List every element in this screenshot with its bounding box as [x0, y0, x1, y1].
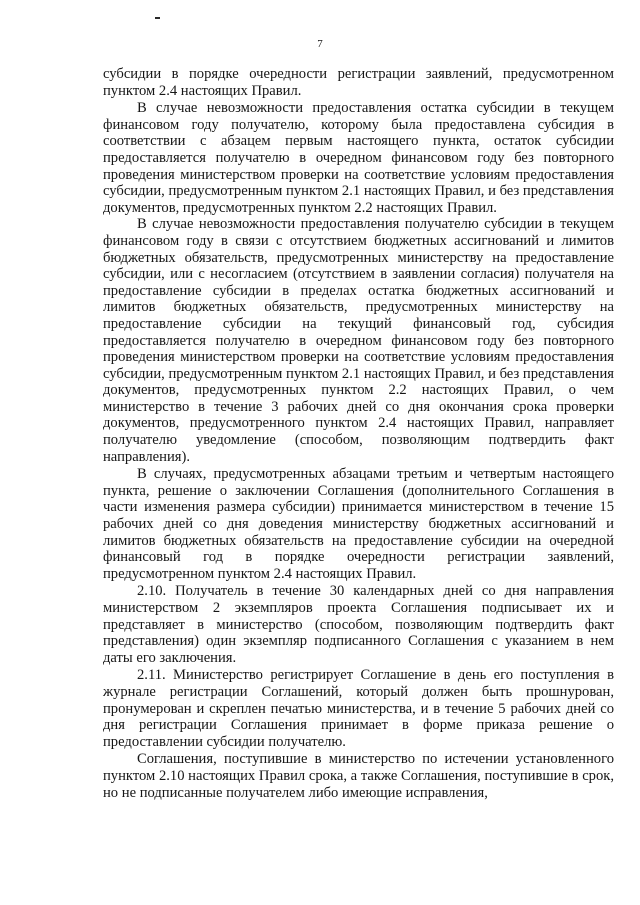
scan-mark [155, 17, 160, 19]
paragraph-remaining-subsidy: В случае невозможности предоставления остатка субсидии в текущем финансовом году получателю, которому была предоставлена субсидия в соответствии с абзацем первым настоящего пункта, остаток субсидии предоставляется получателю в очередном финансовом году без повторного проведения министерством проверки на соответствие условиям предоставления субсидии, предусмотренным пунктом 2.1 настоящих Правил, и без представления документов, предусмотренных пунктом 2.2 настоящих Правил. [103, 100, 614, 216]
paragraph-budget-absence: В случае невозможности предоставления получателю субсидии в текущем финансовом году в связи с отсутствием бюджетных ассигнований и лимитов бюджетных обязательств, предусмотренных министерству на предоставление субсидии, или с несогласием (отсутствием в заявлении согласия) получателя на предоставление субсидии в пределах остатка бюджетных ассигнований и лимитов бюджетных обязательств, предусмотренных министерству на предоставление субсидии на текущий финансовый год, субсидия предоставляется получателю в очередном финансовом году без повторного проведения министерством проверки на соответствие условиям предоставления субсидии, предусмотренным пунктом 2.1 настоящих Правил, и без представления документов, предусмотренных пунктом 2.2 настоящих Правил, о чем министерство в течение 3 рабочих дней со дня окончания срока проверки документов, предусмотренного пунктом 2.4 настоящих Правил, направляет получателю уведомление (способом, позволяющим подтвердить факт направления). [103, 216, 614, 465]
document-body [103, 66, 614, 801]
paragraph-2-10: 2.10. Получатель в течение 30 календарных дней со дня направления министерством 2 экземпляров проекта Соглашения подписывает их и представляет в министерство (способом, позволяющим подтвердить факт представления) один экземпляр подписанного Соглашения с указанием в нем даты его заключения. [103, 583, 614, 666]
paragraph-agreement-decision: В случаях, предусмотренных абзацами третьим и четвертым настоящего пункта, решение о заключении Соглашения (дополнительного Соглашения в части изменения размера субсидии) принимается министерством в течение 15 рабочих дней со дня доведения министерству бюджетных ассигнований и лимитов бюджетных обязательств на предоставление субсидии на очередной финансовый год в порядке очередности регистрации заявлений, предусмотренном пунктом 2.4 настоящих Правил. [103, 466, 614, 582]
paragraph-continuation: субсидии в порядке очередности регистрации заявлений, предусмотренном пунктом 2.4 настоящих Правил. [103, 66, 614, 99]
page-number: 7 [317, 38, 323, 50]
paragraph-2-11: 2.11. Министерство регистрирует Соглашение в день его поступления в журнале регистрации Соглашений, который должен быть прошнурован, пронумерован и скреплен печатью министерства, и в течение 5 рабочих дней со дня регистрации Соглашения принимает в форме приказа решение о предоставлении субсидии получателю. [103, 667, 614, 750]
paragraph-agreements-late: Соглашения, поступившие в министерство по истечении установленного пунктом 2.10 настоящих Правил срока, а также Соглашения, поступившие в срок, но не подписанные получателем либо имеющие исправления, [103, 751, 614, 801]
